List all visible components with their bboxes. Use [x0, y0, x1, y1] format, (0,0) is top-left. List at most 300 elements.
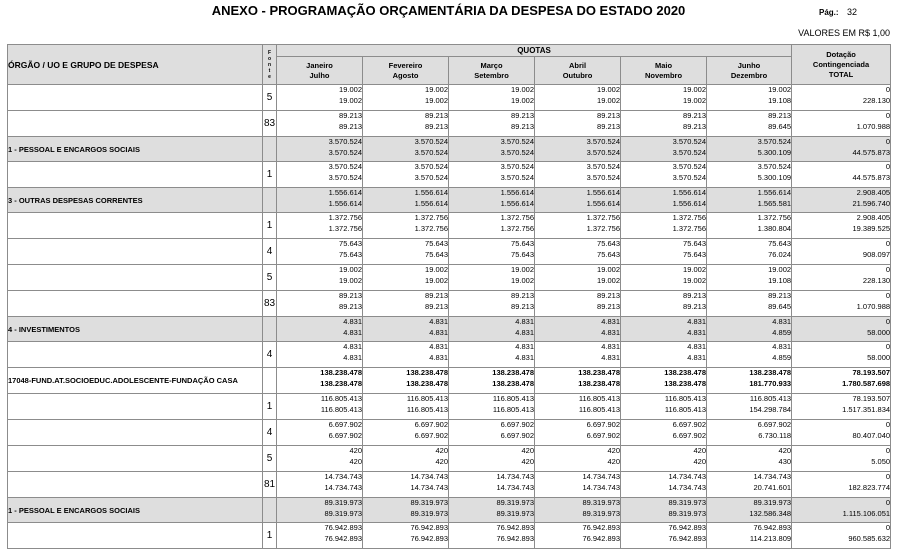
value-bottom: 89.213: [339, 301, 362, 311]
value-bottom: 154.298.784: [749, 404, 792, 414]
value-top: 76.942.893: [410, 523, 448, 532]
value-bottom: 76.942.893: [324, 533, 362, 543]
table-row: [8, 111, 891, 137]
value-top: 3.570.524: [500, 137, 534, 146]
value-bottom: 89.319.973: [324, 508, 362, 518]
quota-cell: [707, 368, 792, 394]
value-top: 0: [885, 239, 891, 248]
value-bottom: 14.734.743: [582, 482, 620, 492]
value-top: 75.643: [597, 239, 620, 248]
value-bottom: 89.213: [683, 121, 706, 131]
dotacao-cell: [792, 342, 891, 368]
value-bottom: 6.730.118: [758, 430, 792, 440]
value-top: 4.831: [429, 342, 448, 351]
value-bottom: 3.570.524: [414, 147, 448, 157]
quota-cell: [621, 472, 707, 498]
quota-cell: [277, 342, 363, 368]
page-label: Pág.:: [819, 8, 839, 17]
fonte-code: 4: [263, 420, 277, 446]
value-top: 4.831: [515, 317, 534, 326]
value-top: 116.805.413: [320, 394, 362, 403]
fonte-code: 83: [263, 291, 277, 317]
quota-cell: [621, 420, 707, 446]
quota-cell: [363, 394, 449, 420]
row-label: [8, 342, 263, 368]
value-top: 1.556.614: [586, 188, 620, 197]
row-label: [8, 523, 263, 549]
value-top: 19.002: [339, 265, 362, 274]
quota-cell: [277, 446, 363, 472]
quota-cell: [535, 85, 621, 111]
table-row: [8, 498, 891, 523]
fonte-code: 4: [263, 239, 277, 265]
value-top: 4.831: [687, 317, 706, 326]
dotacao-cell: [792, 265, 891, 291]
value-top: 89.213: [339, 291, 362, 300]
value-bottom: 19.002: [683, 275, 706, 285]
value-top: 14.734.743: [324, 472, 362, 481]
value-bottom: 420: [435, 456, 448, 466]
dotacao-cell: [792, 394, 891, 420]
value-top: 19.002: [683, 265, 706, 274]
value-top: 138.238.478: [749, 368, 792, 377]
page-title: ANEXO - PROGRAMAÇÃO ORÇAMENTÁRIA DA DESPESA DO ESTADO 2020: [211, 3, 686, 18]
quota-cell: [621, 265, 707, 291]
value-bottom: 75.643: [511, 249, 534, 259]
quota-cell: [535, 111, 621, 137]
row-label: 17048-FUND.AT.SOCIOEDUC.ADOLESCENTE-FUNDAÇÃO CASA: [8, 368, 263, 394]
value-bottom: 89.213: [511, 121, 534, 131]
value-top: 89.213: [768, 111, 792, 120]
value-bottom: 19.002: [511, 275, 534, 285]
value-top: 19.002: [425, 85, 448, 94]
value-top: 4.831: [343, 317, 362, 326]
value-top: 2.908.405: [856, 213, 891, 222]
quota-cell: [449, 446, 535, 472]
quota-cell: [621, 317, 707, 342]
value-top: 19.002: [768, 265, 792, 274]
value-top: 420: [778, 446, 792, 455]
dotacao-cell: [792, 137, 891, 162]
fonte-code: 4: [263, 342, 277, 368]
dotacao-cell: [792, 85, 891, 111]
value-bottom: 14.734.743: [496, 482, 534, 492]
value-bottom: 3.570.524: [500, 147, 534, 157]
value-top: 0: [885, 265, 891, 274]
row-label: [8, 213, 263, 239]
value-bottom: 19.108: [768, 275, 792, 285]
value-top: 116.805.413: [664, 394, 706, 403]
value-top: 0: [885, 317, 891, 326]
quota-cell: [535, 472, 621, 498]
value-bottom: 4.831: [601, 327, 620, 337]
quota-cell: [363, 213, 449, 239]
row-label: 3 - OUTRAS DESPESAS CORRENTES: [8, 188, 263, 213]
table-row: [8, 472, 891, 498]
value-bottom: 1.556.614: [500, 198, 534, 208]
quota-cell: [449, 137, 535, 162]
value-bottom: 5.300.109: [757, 172, 792, 182]
quota-cell: [449, 239, 535, 265]
quota-cell: [707, 265, 792, 291]
value-top: 420: [349, 446, 362, 455]
value-top: 14.734.743: [753, 472, 792, 481]
quota-cell: [277, 188, 363, 213]
quota-cell: [449, 291, 535, 317]
quota-cell: [449, 523, 535, 549]
value-bottom: 89.319.973: [582, 508, 620, 518]
value-top: 420: [521, 446, 534, 455]
value-top: 3.570.524: [672, 162, 706, 171]
value-bottom: 4.831: [515, 327, 534, 337]
value-top: 420: [693, 446, 706, 455]
value-bottom: 89.213: [683, 301, 706, 311]
row-label: [8, 85, 263, 111]
column-header-month: Janeiro Julho: [277, 57, 363, 85]
value-top: 116.805.413: [406, 394, 448, 403]
quota-cell: [449, 498, 535, 523]
value-bottom: 114.213.809: [749, 533, 792, 543]
quota-cell: [277, 162, 363, 188]
quota-cell: [707, 523, 792, 549]
quota-cell: [535, 394, 621, 420]
value-top: 6.697.902: [586, 420, 620, 429]
value-top: 76.942.893: [324, 523, 362, 532]
value-bottom: 89.645: [768, 301, 792, 311]
quota-cell: [277, 472, 363, 498]
column-header-fonte: F o n t e: [263, 45, 277, 85]
value-top: 89.319.973: [582, 498, 620, 507]
quota-cell: [707, 420, 792, 446]
value-bottom: 75.643: [339, 249, 362, 259]
fonte-code: 1: [263, 162, 277, 188]
value-bottom: 89.319.973: [496, 508, 534, 518]
table-row: [8, 394, 891, 420]
value-bottom: 19.002: [597, 95, 620, 105]
quota-cell: [707, 291, 792, 317]
value-bottom: 3.570.524: [500, 172, 534, 182]
value-top: 116.805.413: [749, 394, 792, 403]
table-row: [8, 85, 891, 111]
value-bottom: 116.805.413: [492, 404, 534, 414]
value-bottom: 4.831: [687, 352, 706, 362]
value-top: 14.734.743: [496, 472, 534, 481]
value-top: 19.002: [511, 265, 534, 274]
value-top: 89.213: [425, 111, 448, 120]
quota-cell: [363, 188, 449, 213]
value-bottom: 138.238.478: [578, 378, 620, 388]
value-top: 76.942.893: [496, 523, 534, 532]
value-bottom: 5.300.109: [757, 147, 792, 157]
value-top: 19.002: [683, 85, 706, 94]
quota-cell: [277, 137, 363, 162]
quota-cell: [707, 342, 792, 368]
value-bottom: 6.697.902: [328, 430, 362, 440]
value-bottom: 44.575.873: [852, 147, 891, 157]
column-header-month: Abril Outubro: [535, 57, 621, 85]
value-top: 1.556.614: [500, 188, 534, 197]
value-top: 0: [885, 498, 891, 507]
value-top: 1.556.614: [414, 188, 448, 197]
value-top: 138.238.478: [320, 368, 362, 377]
table-row: [8, 162, 891, 188]
row-label: 4 - INVESTIMENTOS: [8, 317, 263, 342]
value-bottom: 420: [693, 456, 706, 466]
value-top: 89.319.973: [324, 498, 362, 507]
value-top: 4.831: [601, 317, 620, 326]
quota-cell: [449, 394, 535, 420]
value-bottom: 420: [521, 456, 534, 466]
value-top: 19.002: [597, 265, 620, 274]
quota-cell: [621, 137, 707, 162]
quota-cell: [277, 265, 363, 291]
value-bottom: 1.556.614: [414, 198, 448, 208]
table-row: [8, 213, 891, 239]
table-row: [8, 291, 891, 317]
fonte-code: [263, 188, 277, 213]
value-bottom: 116.805.413: [578, 404, 620, 414]
value-bottom: 89.319.973: [668, 508, 706, 518]
dotacao-cell: [792, 291, 891, 317]
quota-cell: [535, 498, 621, 523]
value-bottom: 138.238.478: [492, 378, 534, 388]
value-top: 0: [885, 111, 891, 120]
value-top: 89.319.973: [410, 498, 448, 507]
page-number: 32: [847, 7, 858, 17]
value-bottom: 116.805.413: [664, 404, 706, 414]
value-top: 78.193.507: [852, 394, 891, 403]
value-top: 89.319.973: [496, 498, 534, 507]
value-top: 75.643: [425, 239, 448, 248]
value-top: 89.319.973: [668, 498, 706, 507]
table-row: [8, 523, 891, 549]
fonte-code: 5: [263, 85, 277, 111]
quota-cell: [277, 213, 363, 239]
quota-cell: [363, 420, 449, 446]
column-header-quotas: QUOTAS: [277, 45, 792, 57]
value-top: 89.213: [683, 291, 706, 300]
value-bottom: 1.372.756: [500, 223, 534, 233]
column-header-month: Maio Novembro: [621, 57, 707, 85]
value-bottom: 19.002: [597, 275, 620, 285]
value-top: 19.002: [511, 85, 534, 94]
fonte-code: [263, 368, 277, 394]
value-bottom: 44.575.873: [852, 172, 891, 182]
quota-cell: [363, 291, 449, 317]
quota-cell: [277, 498, 363, 523]
row-label: [8, 265, 263, 291]
value-bottom: 76.024: [768, 249, 792, 259]
value-bottom: 138.238.478: [320, 378, 362, 388]
value-top: 0: [885, 420, 891, 429]
quota-cell: [363, 317, 449, 342]
value-top: 4.831: [515, 342, 534, 351]
value-bottom: 14.734.743: [668, 482, 706, 492]
quota-cell: [449, 265, 535, 291]
quota-cell: [363, 85, 449, 111]
fonte-code: 1: [263, 213, 277, 239]
value-top: 75.643: [339, 239, 362, 248]
dotacao-cell: [792, 188, 891, 213]
value-top: 75.643: [683, 239, 706, 248]
quota-cell: [535, 188, 621, 213]
dotacao-cell: [792, 446, 891, 472]
dotacao-cell: [792, 162, 891, 188]
table-row: [8, 265, 891, 291]
value-top: 76.942.893: [668, 523, 706, 532]
value-bottom: 14.734.743: [324, 482, 362, 492]
value-top: 14.734.743: [668, 472, 706, 481]
quota-cell: [621, 239, 707, 265]
dotacao-cell: [792, 523, 891, 549]
quota-cell: [277, 420, 363, 446]
quota-cell: [621, 394, 707, 420]
quota-cell: [535, 137, 621, 162]
quota-cell: [707, 239, 792, 265]
value-top: 89.213: [511, 291, 534, 300]
value-bottom: 138.238.478: [406, 378, 448, 388]
value-bottom: 138.238.478: [664, 378, 706, 388]
value-top: 1.372.756: [757, 213, 792, 222]
value-bottom: 182.823.774: [848, 482, 891, 492]
quota-cell: [449, 85, 535, 111]
value-bottom: 3.570.524: [586, 172, 620, 182]
quota-cell: [363, 265, 449, 291]
value-bottom: 1.380.804: [757, 223, 792, 233]
quota-cell: [621, 188, 707, 213]
value-bottom: 1.372.756: [414, 223, 448, 233]
value-bottom: 6.697.902: [414, 430, 448, 440]
value-top: 0: [885, 342, 891, 351]
value-bottom: 76.942.893: [582, 533, 620, 543]
value-top: 0: [885, 472, 891, 481]
value-bottom: 3.570.524: [414, 172, 448, 182]
quota-cell: [535, 446, 621, 472]
quota-cell: [535, 523, 621, 549]
value-bottom: 6.697.902: [672, 430, 706, 440]
value-top: 138.238.478: [578, 368, 620, 377]
value-top: 1.372.756: [586, 213, 620, 222]
row-label: [8, 162, 263, 188]
quota-cell: [277, 85, 363, 111]
quota-cell: [535, 213, 621, 239]
quota-cell: [621, 291, 707, 317]
value-bottom: 58.000: [867, 327, 891, 337]
value-bottom: 1.780.587.698: [842, 378, 891, 388]
quota-cell: [535, 317, 621, 342]
value-top: 1.372.756: [500, 213, 534, 222]
quota-cell: [535, 265, 621, 291]
value-top: 76.942.893: [753, 523, 792, 532]
value-top: 0: [885, 523, 891, 532]
quota-cell: [535, 368, 621, 394]
value-top: 138.238.478: [492, 368, 534, 377]
value-bottom: 181.770.933: [749, 378, 792, 388]
quota-cell: [621, 162, 707, 188]
quota-cell: [363, 239, 449, 265]
quota-cell: [449, 342, 535, 368]
value-bottom: 89.319.973: [410, 508, 448, 518]
value-top: 3.570.524: [757, 162, 792, 171]
quota-cell: [277, 111, 363, 137]
value-bottom: 4.831: [343, 352, 362, 362]
value-top: 138.238.478: [406, 368, 448, 377]
value-bottom: 58.000: [867, 352, 891, 362]
column-header-month: Junho Dezembro: [707, 57, 792, 85]
quota-cell: [277, 317, 363, 342]
table-row: [8, 239, 891, 265]
column-header-month: Fevereiro Agosto: [363, 57, 449, 85]
dotacao-cell: [792, 213, 891, 239]
value-top: 2.908.405: [856, 188, 891, 197]
fonte-code: 5: [263, 265, 277, 291]
value-bottom: 420: [607, 456, 620, 466]
value-bottom: 1.070.988: [856, 121, 891, 131]
quota-cell: [621, 213, 707, 239]
value-bottom: 4.831: [343, 327, 362, 337]
value-top: 4.831: [772, 317, 792, 326]
value-top: 4.831: [601, 342, 620, 351]
quota-cell: [535, 162, 621, 188]
value-top: 3.570.524: [328, 162, 362, 171]
value-bottom: 4.859: [772, 327, 792, 337]
value-top: 116.805.413: [578, 394, 620, 403]
value-bottom: 6.697.902: [586, 430, 620, 440]
quota-cell: [707, 162, 792, 188]
value-bottom: 116.805.413: [320, 404, 362, 414]
value-bottom: 228.130: [862, 275, 891, 285]
value-top: 89.319.973: [753, 498, 792, 507]
dotacao-cell: [792, 498, 891, 523]
value-bottom: 76.942.893: [668, 533, 706, 543]
row-label: [8, 446, 263, 472]
value-top: 4.831: [687, 342, 706, 351]
value-top: 1.556.614: [672, 188, 706, 197]
quota-cell: [621, 85, 707, 111]
value-top: 14.734.743: [582, 472, 620, 481]
fonte-code: 1: [263, 523, 277, 549]
value-top: 4.831: [772, 342, 792, 351]
value-bottom: 4.831: [687, 327, 706, 337]
value-bottom: 430: [778, 456, 792, 466]
value-bottom: 1.115.106.051: [842, 508, 891, 518]
dotacao-cell: [792, 317, 891, 342]
value-top: 420: [607, 446, 620, 455]
value-bottom: 6.697.902: [500, 430, 534, 440]
quota-cell: [363, 446, 449, 472]
value-top: 3.570.524: [586, 137, 620, 146]
quota-cell: [449, 162, 535, 188]
value-top: 6.697.902: [757, 420, 792, 429]
quota-cell: [449, 111, 535, 137]
column-header-month: Março Setembro: [449, 57, 535, 85]
value-top: 4.831: [343, 342, 362, 351]
value-bottom: 19.002: [339, 275, 362, 285]
value-bottom: 4.831: [429, 327, 448, 337]
quota-cell: [363, 368, 449, 394]
value-bottom: 89.213: [425, 121, 448, 131]
quota-cell: [363, 137, 449, 162]
value-bottom: 908.097: [862, 249, 891, 259]
quota-cell: [621, 446, 707, 472]
table-row: [8, 368, 891, 394]
value-top: 3.570.524: [672, 137, 706, 146]
quota-cell: [621, 498, 707, 523]
quota-cell: [707, 446, 792, 472]
value-bottom: 1.372.756: [328, 223, 362, 233]
value-top: 1.372.756: [672, 213, 706, 222]
currency-note: VALORES EM R$ 1,00: [798, 28, 890, 38]
